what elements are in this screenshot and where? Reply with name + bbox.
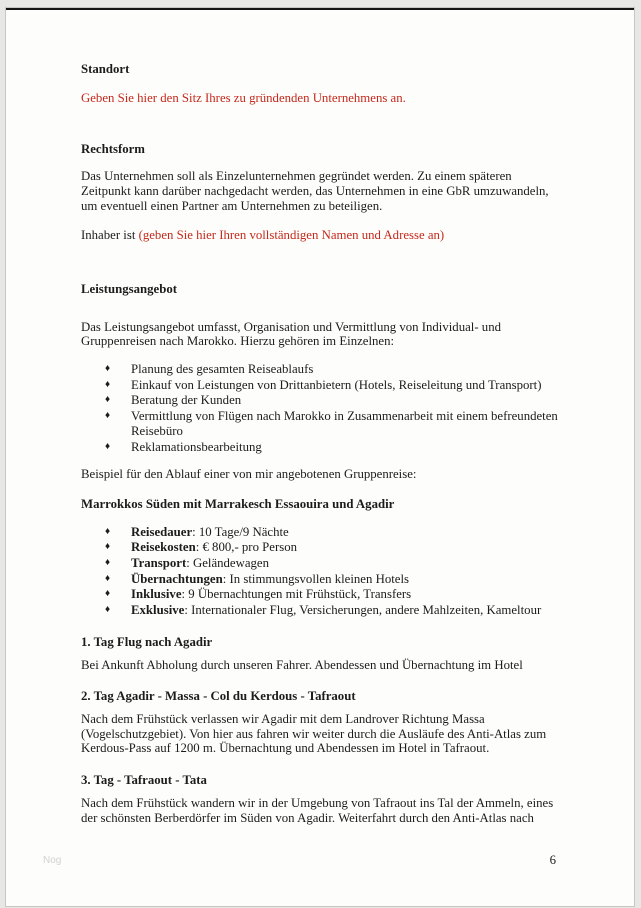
- fact-text: [131, 587, 558, 602]
- list-item: [105, 556, 558, 571]
- list-item: [105, 540, 558, 555]
- diamond-bullet-icon: ♦: [105, 525, 111, 537]
- service-text: Reklamationsbearbeitung: [131, 439, 262, 454]
- list-item: [105, 378, 558, 393]
- heading-leistungsangebot: Leistungsangebot: [81, 281, 177, 296]
- fact-label: Reisedauer: [131, 524, 193, 539]
- fact-value: : 9 Übernachtungen mit Frühstück, Transfers: [181, 587, 412, 602]
- fact-value: : Internationaler Flug, Versicherungen, andere Mahlzeiten, Kameltour: [184, 603, 542, 618]
- diamond-bullet-icon: ♦: [105, 541, 111, 553]
- fact-label: Transport: [131, 556, 187, 571]
- document-page: [6, 8, 634, 906]
- list-item: [105, 362, 558, 377]
- list-item: [105, 393, 558, 408]
- inhaber-placeholder-hint: (geben Sie hier Ihren vollständigen Namen und Adresse an): [138, 228, 445, 243]
- service-text: Planung des gesamten Reiseablaufs: [131, 362, 314, 377]
- fact-text: [131, 540, 558, 555]
- leistungsangebot-intro: Das Leistungsangebot umfasst, Organisation und Vermittlung von Individual- und Gruppenreisen nach Marokko. Hierzu gehören im Einzelnen:: [81, 319, 501, 349]
- diamond-bullet-icon: ♦: [105, 378, 111, 390]
- service-text: Einkauf von Leistungen von Drittanbietern (Hotels, Reiseleitung und Transport): [131, 377, 542, 392]
- fact-value: : 10 Tage/9 Nächte: [192, 524, 289, 539]
- day-3-title: 3. Tag - Tafraout - Tata: [81, 773, 207, 788]
- rechtsform-paragraph: Das Unternehmen soll als Einzelunternehmen gegründet werden. Zu einem späteren Zeitpunkt kann darüber nachgedacht werden, das Unternehmen in eine GbR umzuwandeln, um eventuell einen Partner am Unternehmen zu beteiligen.: [81, 169, 549, 213]
- diamond-bullet-icon: ♦: [105, 572, 111, 584]
- fact-label: Inklusive: [131, 587, 182, 602]
- watermark-text: Nog: [43, 854, 62, 866]
- diamond-bullet-icon: ♦: [105, 557, 111, 569]
- day-1-body: Bei Ankunft Abholung durch unseren Fahrer. Abendessen und Übernachtung im Hotel: [81, 657, 523, 672]
- standort-placeholder-hint: Geben Sie hier den Sitz Ihres zu gründenden Unternehmens an.: [81, 90, 406, 105]
- fact-value: : € 800,- pro Person: [195, 540, 298, 555]
- inhaber-prefix: Inhaber ist: [81, 228, 139, 243]
- services-list: [105, 362, 558, 454]
- diamond-bullet-icon: ♦: [105, 588, 111, 600]
- list-item: [105, 603, 558, 618]
- fact-text: [131, 603, 558, 618]
- inhaber-line: [81, 228, 558, 243]
- service-text: Vermittlung von Flügen nach Marokko in Zusammenarbeit mit einem befreundeten Reisebüro: [131, 409, 558, 438]
- day-2-body: Nach dem Frühstück verlassen wir Agadir mit dem Landrover Richtung Massa (Vogelschutzgebiet). Von hier aus fahren wir weiter durch die Ausläufe des Anti-Atlas zum Kerdous-Pass auf 1200 m. Übernachtung und Abendessen im Hotel in Tafraout.: [81, 711, 547, 756]
- fact-text: [131, 525, 558, 540]
- beispiel-intro: Beispiel für den Ablauf einer von mir angebotenen Gruppenreise:: [81, 467, 417, 482]
- list-item: [105, 525, 558, 540]
- diamond-bullet-icon: ♦: [105, 440, 111, 452]
- day-1-title: 1. Tag Flug nach Agadir: [81, 634, 213, 649]
- fact-text: [131, 572, 558, 587]
- diamond-bullet-icon: ♦: [105, 363, 111, 375]
- day-3-body: Nach dem Frühstück wandern wir in der Umgebung von Tafraout ins Tal der Ammeln, eines der schönsten Berberdörfer im Süden von Agadir. Weiterfahrt durch den Anti-Atlas nach: [81, 795, 554, 825]
- day-2-title: 2. Tag Agadir - Massa - Col du Kerdous - Tafraout: [81, 689, 356, 704]
- diamond-bullet-icon: ♦: [105, 604, 111, 616]
- diamond-bullet-icon: ♦: [105, 410, 111, 422]
- tour-title: Marrokkos Süden mit Marrakesch Essaouira und Agadir: [81, 496, 395, 511]
- fact-label: Exklusive: [131, 603, 185, 618]
- list-item: [105, 440, 558, 455]
- list-item: [105, 572, 558, 587]
- tour-facts-list: [105, 525, 558, 618]
- fact-text: [131, 556, 558, 571]
- fact-value: : Geländewagen: [186, 556, 270, 571]
- page-number: 6: [549, 853, 556, 868]
- fact-label: Übernachtungen: [131, 571, 223, 586]
- diamond-bullet-icon: ♦: [105, 394, 111, 406]
- heading-standort: Standort: [81, 62, 130, 76]
- service-text: Beratung der Kunden: [131, 393, 242, 408]
- heading-rechtsform: Rechtsform: [81, 142, 145, 157]
- list-item: [105, 409, 558, 438]
- fact-value: : In stimmungsvollen kleinen Hotels: [222, 571, 409, 586]
- list-item: [105, 587, 558, 602]
- fact-label: Reisekosten: [131, 540, 196, 555]
